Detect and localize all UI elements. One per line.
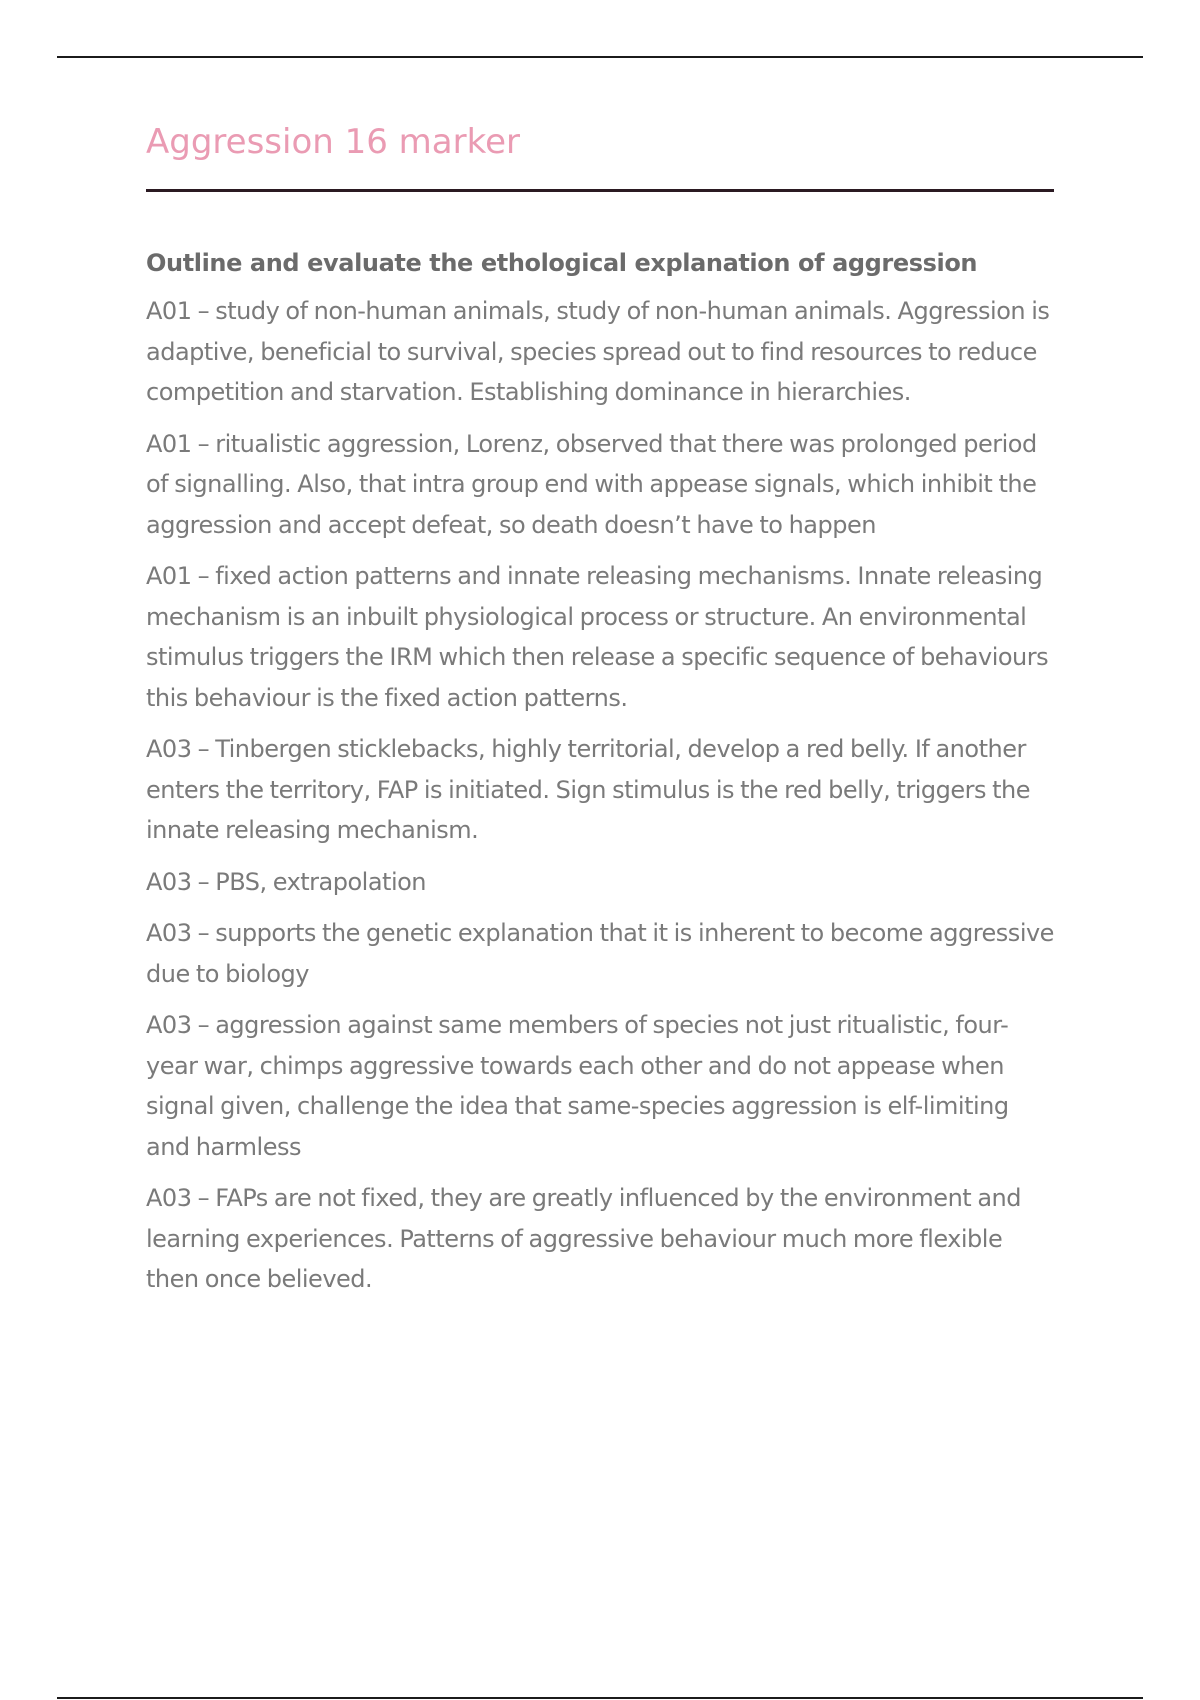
paragraph-ao3-faps-not-fixed: A03 – FAPs are not fixed, they are greatly influenced by the environment and learning experiences. Patterns of aggressive behaviour much more flexible then once believed. <box>146 1184 1021 1293</box>
paragraph-ao1-adaptive: A01 – study of non-human animals, study of non-human animals. Aggression is adaptive, beneficial to survival, species spread out to find resources to reduce competition and starvation. Establishing dominance in hierarchies. <box>146 297 1050 406</box>
page-top-rule <box>57 56 1143 58</box>
question-heading: Outline and evaluate the ethological explanation of aggression <box>146 249 978 277</box>
paragraph-ao3-genetic: A03 – supports the genetic explanation that it is inherent to become aggressive due to biology <box>146 919 1054 988</box>
paragraph-ao1-ritualistic: A01 – ritualistic aggression, Lorenz, observed that there was prolonged period of signalling. Also, that intra group end with appease signals, which inhibit the aggression and accept defeat, so death doesn’t have to happen <box>146 429 1037 539</box>
paragraph-ao1-fixed-action-patterns: A01 – fixed action patterns and innate releasing mechanisms. Innate releasing mechanism is an inbuilt physiological process or structure. An environmental stimulus triggers the IRM which then release a specific sequence of behaviours this behaviour is the fixed action patterns. <box>146 562 1049 712</box>
document-title: Aggression 16 marker <box>146 122 520 162</box>
page-bottom-rule <box>57 1697 1143 1699</box>
paragraph-ao3-same-species: A03 – aggression against same members of species not just ritualistic, four-year war, chimps aggressive towards each other and do not appease when signal given, challenge the idea that same-species aggression is elf-limiting and harmless <box>146 1011 1009 1161</box>
title-underline <box>146 189 1054 192</box>
paragraph-ao3-pbs: A03 – PBS, extrapolation <box>146 867 427 896</box>
document-body <box>146 118 1054 1300</box>
paragraph-ao3-tinbergen: A03 – Tinbergen sticklebacks, highly territorial, develop a red belly. If another enters the territory, FAP is initiated. Sign stimulus is the red belly, triggers the innate releasing mechanism. <box>146 735 1030 844</box>
